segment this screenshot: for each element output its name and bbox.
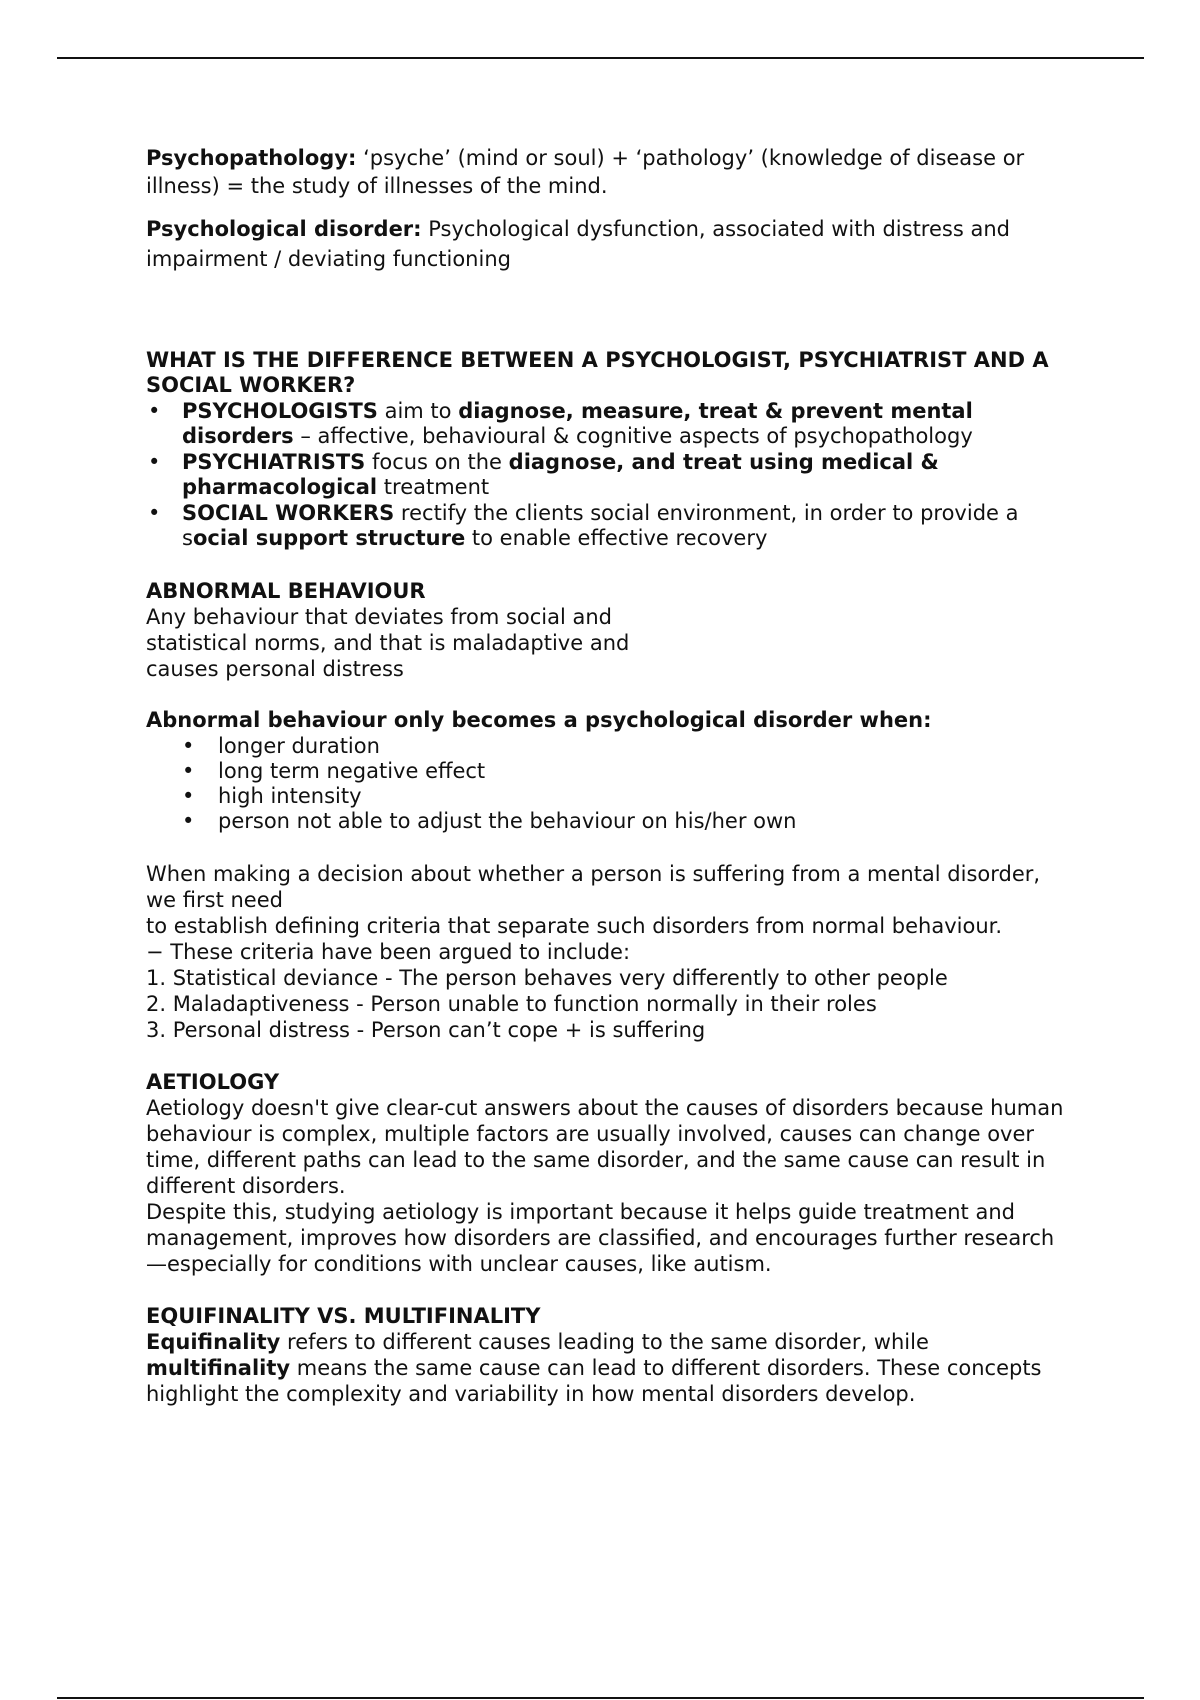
section-heading: WHAT IS THE DIFFERENCE BETWEEN A PSYCHOLOGIST, PSYCHIATRIST AND A SOCIAL WORKER? <box>146 348 1049 397</box>
section-heading: Abnormal behaviour only becomes a psychological disorder when: <box>146 708 932 732</box>
paragraph-line: When making a decision about whether a person is suffering from a mental disorder, we first need <box>146 862 1041 912</box>
bullet-icon: • <box>182 734 195 758</box>
list-item <box>146 501 1066 551</box>
section-abnormal-behaviour <box>146 579 1066 682</box>
role-name: SOCIAL WORKERS <box>182 501 395 525</box>
list-item-text: person not able to adjust the behaviour on his/her own <box>218 809 797 833</box>
section-equifinality <box>146 1304 1066 1407</box>
paragraph: Despite this, studying aetiology is important because it helps guide treatment and management, improves how disorders are classified, and encourages further research—especially for conditions with unclear causes, like autism. <box>146 1200 1055 1276</box>
section-heading: AETIOLOGY <box>146 1070 280 1094</box>
list-item <box>146 450 1066 500</box>
section-professionals <box>146 348 1066 551</box>
paragraph-text: refers to different causes leading to the same disorder, while <box>280 1330 929 1354</box>
list-item <box>146 784 1066 809</box>
role-name: PSYCHIATRISTS <box>182 450 366 474</box>
role-text: focus on the <box>365 450 509 474</box>
list-item-text: long term negative effect <box>218 759 486 783</box>
term-multifinality: multifinality <box>146 1356 291 1380</box>
definition-term: Psychopathology: <box>146 146 357 170</box>
role-name: PSYCHOLOGISTS <box>182 399 378 423</box>
section-heading: ABNORMAL BEHAVIOUR <box>146 579 426 603</box>
criterion-item: 2. Maladaptiveness - Person unable to function normally in their roles <box>146 992 877 1016</box>
bullet-icon: • <box>148 450 161 474</box>
section-aetiology <box>146 1070 1066 1277</box>
role-text: aim to <box>377 399 459 423</box>
definition-psychological-disorder <box>146 214 1066 274</box>
definition-text: ‘psyche’ (mind or soul) + ‘pathology’ (knowledge of disease or illness) = the study of illnesses of the mind. <box>146 146 1025 198</box>
paragraph-line: to establish defining criteria that separate such disorders from normal behaviour. <box>146 914 1003 938</box>
top-rule <box>57 57 1144 59</box>
bullet-icon: • <box>182 784 195 808</box>
bottom-rule <box>57 1697 1144 1699</box>
conditions-list <box>146 734 1066 834</box>
section-becomes-disorder <box>146 708 1066 834</box>
paragraph-line: − These criteria have been argued to include: <box>146 940 631 964</box>
role-emphasis: ocial support structure <box>192 526 466 550</box>
bullet-icon: • <box>148 399 161 423</box>
list-item <box>146 399 1066 449</box>
role-text: treatment <box>377 475 490 499</box>
list-item-text: high intensity <box>218 784 362 808</box>
list-item <box>146 809 1066 834</box>
definition-psychopathology <box>146 144 1066 200</box>
bullet-icon: • <box>182 809 195 833</box>
list-item <box>146 734 1066 759</box>
list-item <box>146 759 1066 784</box>
role-text: – affective, behavioural & cognitive aspects of psychopathology <box>293 424 973 448</box>
paragraph <box>146 1329 1066 1407</box>
definition-term: Psychological disorder: <box>146 217 422 241</box>
criterion-item: 1. Statistical deviance - The person behaves very differently to other people <box>146 966 948 990</box>
role-emphasis: diagnose, and treat using medical & pharmacological <box>182 450 939 499</box>
role-text: to enable effective recovery <box>465 526 768 550</box>
role-text: rectify the clients social environment, in order to provide a s <box>182 501 1019 550</box>
list-item-text: longer duration <box>218 734 380 758</box>
definition-text: Psychological dysfunction, associated with distress and impairment / deviating functioning <box>146 217 1010 271</box>
criterion-item: 3. Personal distress - Person can’t cope + is suffering <box>146 1018 706 1042</box>
section-heading: EQUIFINALITY VS. MULTIFINALITY <box>146 1304 541 1328</box>
paragraph-text: means the same cause can lead to different disorders. These concepts highlight the complexity and variability in how mental disorders develop. <box>146 1356 1042 1406</box>
paragraph: Aetiology doesn't give clear-cut answers about the causes of disorders because human behaviour is complex, multiple factors are usually involved, causes can change over time, different paths can lead to the same disorder, and the same cause can result in different disorders. <box>146 1096 1064 1198</box>
term-equifinality: Equifinality <box>146 1330 281 1354</box>
role-emphasis: diagnose, measure, treat & prevent mental disorders <box>182 399 973 448</box>
document-body <box>146 144 1066 1407</box>
section-text: Any behaviour that deviates from social and statistical norms, and that is maladaptive and causes personal distress <box>146 605 630 681</box>
bullet-icon: • <box>148 501 161 525</box>
professionals-list <box>146 399 1066 551</box>
section-defining-criteria <box>146 861 1066 1043</box>
bullet-icon: • <box>182 759 195 783</box>
